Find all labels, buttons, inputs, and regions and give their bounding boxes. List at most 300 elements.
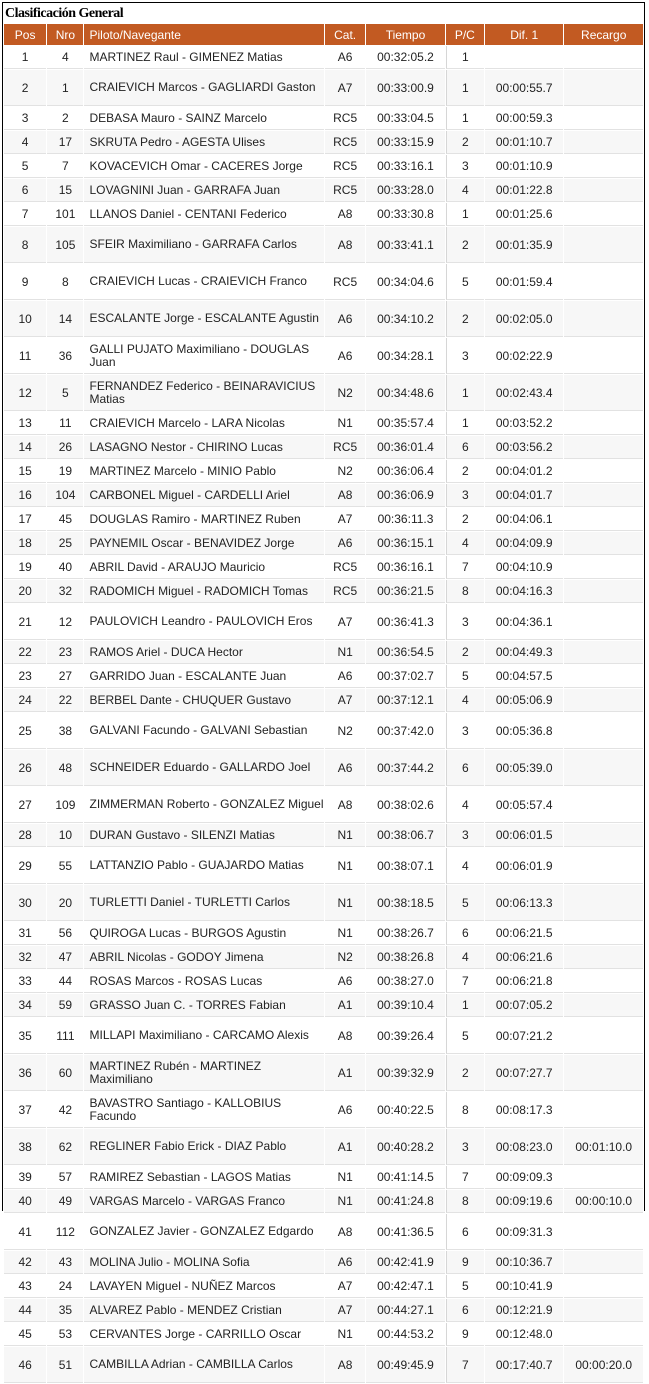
cell-dif1: 00:04:10.9 [485,556,563,579]
cell-cat: A6 [325,970,365,993]
cell-cat: A6 [325,1251,365,1274]
cell-dif1: 00:01:35.9 [485,227,563,263]
cell-pc: 1 [446,994,484,1017]
cell-pc: 1 [446,46,484,69]
cell-cat: A8 [325,227,365,263]
cell-nro: 49 [47,1190,83,1213]
table-row [4,689,643,712]
cell-recargo: 00:00:10.0 [564,1190,643,1213]
cell-pos: 46 [4,1347,46,1383]
cell-nro: 40 [47,556,83,579]
table-row [4,1323,643,1346]
cell-dif1: 00:04:16.3 [485,580,563,603]
cell-dif1: 00:03:52.2 [485,412,563,435]
cell-nro: 62 [47,1129,83,1165]
table-row [4,436,643,459]
table-row [4,412,643,435]
cell-tiempo: 00:34:48.6 [366,375,444,411]
cell-pc: 3 [446,484,484,507]
cell-tiempo: 00:41:24.8 [366,1190,444,1213]
cell-dif1: 00:10:41.9 [485,1275,563,1298]
cell-tiempo: 00:40:28.2 [366,1129,444,1165]
cell-tiempo: 00:44:27.1 [366,1299,444,1322]
cell-piloto-navegante: DOUGLAS Ramiro - MARTINEZ Ruben [84,508,324,531]
column-header-pc: P/C [446,24,484,45]
cell-cat: N2 [325,460,365,483]
table-row [4,1214,643,1250]
cell-piloto-navegante: GARRIDO Juan - ESCALANTE Juan [84,665,324,688]
cell-nro: 101 [47,203,83,226]
cell-dif1: 00:00:59.3 [485,107,563,130]
cell-pc: 1 [446,70,484,106]
table-row [4,604,643,640]
column-header-dif1: Dif. 1 [485,24,563,45]
cell-tiempo: 00:33:28.0 [366,179,444,202]
cell-dif1: 00:08:17.3 [485,1092,563,1128]
cell-dif1: 00:07:05.2 [485,994,563,1017]
cell-recargo [564,580,643,603]
cell-piloto-navegante: MILLAPI Maximiliano - CARCAMO Alexis [84,1018,324,1054]
cell-nro: 2 [47,107,83,130]
cell-cat: A8 [325,1347,365,1383]
table-row [4,155,643,178]
table-row [4,70,643,106]
cell-nro: 23 [47,641,83,664]
cell-dif1: 00:01:10.7 [485,131,563,154]
cell-pos: 30 [4,885,46,921]
cell-pos: 25 [4,713,46,749]
table-row [4,131,643,154]
cell-tiempo: 00:38:06.7 [366,824,444,847]
cell-tiempo: 00:38:27.0 [366,970,444,993]
cell-pc: 8 [446,580,484,603]
cell-dif1: 00:01:10.9 [485,155,563,178]
table-row [4,1190,643,1213]
cell-pos: 6 [4,179,46,202]
cell-nro: 4 [47,46,83,69]
cell-pc: 4 [446,179,484,202]
table-row [4,750,643,786]
cell-tiempo: 00:39:26.4 [366,1018,444,1054]
cell-dif1: 00:02:22.9 [485,338,563,374]
cell-tiempo: 00:36:21.5 [366,580,444,603]
cell-tiempo: 00:38:18.5 [366,885,444,921]
table-row [4,641,643,664]
cell-dif1: 00:05:57.4 [485,787,563,823]
cell-recargo [564,604,643,640]
cell-nro: 17 [47,131,83,154]
cell-pos: 41 [4,1214,46,1250]
cell-dif1: 00:04:09.9 [485,532,563,555]
table-row [4,107,643,130]
cell-tiempo: 00:36:15.1 [366,532,444,555]
cell-pos: 45 [4,1323,46,1346]
results-table [3,23,644,1384]
cell-pc: 3 [446,713,484,749]
cell-pc: 8 [446,1092,484,1128]
cell-cat: A6 [325,1092,365,1128]
cell-pc: 1 [446,375,484,411]
cell-pos: 15 [4,460,46,483]
cell-recargo [564,375,643,411]
cell-nro: 42 [47,1092,83,1128]
cell-nro: 48 [47,750,83,786]
cell-piloto-navegante: CERVANTES Jorge - CARRILLO Oscar [84,1323,324,1346]
cell-nro: 1 [47,70,83,106]
cell-tiempo: 00:33:00.9 [366,70,444,106]
table-row [4,338,643,374]
cell-tiempo: 00:39:10.4 [366,994,444,1017]
cell-nro: 12 [47,604,83,640]
cell-dif1: 00:05:06.9 [485,689,563,712]
cell-nro: 57 [47,1166,83,1189]
cell-nro: 53 [47,1323,83,1346]
cell-pos: 10 [4,301,46,337]
cell-piloto-navegante: RADOMICH Miguel - RADOMICH Tomas [84,580,324,603]
cell-pc: 7 [446,1166,484,1189]
cell-pc: 1 [446,107,484,130]
cell-tiempo: 00:35:57.4 [366,412,444,435]
cell-pos: 4 [4,131,46,154]
cell-recargo [564,264,643,300]
cell-pc: 5 [446,885,484,921]
table-row [4,713,643,749]
cell-pos: 38 [4,1129,46,1165]
cell-dif1: 00:06:21.5 [485,922,563,945]
table-row [4,1275,643,1298]
cell-tiempo: 00:37:12.1 [366,689,444,712]
cell-cat: A1 [325,1129,365,1165]
cell-cat: N2 [325,375,365,411]
cell-pc: 6 [446,922,484,945]
cell-recargo [564,412,643,435]
cell-nro: 60 [47,1055,83,1091]
cell-nro: 15 [47,179,83,202]
cell-tiempo: 00:36:06.9 [366,484,444,507]
table-row [4,970,643,993]
cell-pc: 2 [446,460,484,483]
cell-pc: 5 [446,1275,484,1298]
cell-dif1: 00:09:09.3 [485,1166,563,1189]
cell-nro: 35 [47,1299,83,1322]
cell-cat: N1 [325,1166,365,1189]
cell-piloto-navegante: ABRIL David - ARAUJO Mauricio [84,556,324,579]
cell-pc: 8 [446,1190,484,1213]
cell-tiempo: 00:34:10.2 [366,301,444,337]
table-row [4,848,643,884]
cell-pos: 32 [4,946,46,969]
cell-piloto-navegante: GONZALEZ Javier - GONZALEZ Edgardo [84,1214,324,1250]
cell-nro: 47 [47,946,83,969]
cell-pos: 40 [4,1190,46,1213]
cell-nro: 26 [47,436,83,459]
cell-recargo [564,1275,643,1298]
cell-dif1: 00:04:06.1 [485,508,563,531]
cell-pc: 2 [446,641,484,664]
cell-dif1: 00:17:40.7 [485,1347,563,1383]
cell-pc: 3 [446,1129,484,1165]
cell-cat: RC5 [325,436,365,459]
cell-dif1: 00:07:27.7 [485,1055,563,1091]
cell-tiempo: 00:33:15.9 [366,131,444,154]
cell-cat: A6 [325,665,365,688]
cell-tiempo: 00:34:04.6 [366,264,444,300]
table-header [4,24,643,45]
cell-cat: N1 [325,848,365,884]
cell-dif1: 00:06:13.3 [485,885,563,921]
cell-piloto-navegante: MARTINEZ Raul - GIMENEZ Matias [84,46,324,69]
cell-pc: 2 [446,301,484,337]
cell-tiempo: 00:36:01.4 [366,436,444,459]
table-row [4,460,643,483]
cell-nro: 43 [47,1251,83,1274]
cell-cat: A7 [325,1275,365,1298]
cell-piloto-navegante: GRASSO Juan C. - TORRES Fabian [84,994,324,1017]
cell-cat: A7 [325,689,365,712]
cell-pc: 6 [446,750,484,786]
cell-nro: 11 [47,412,83,435]
cell-pc: 4 [446,946,484,969]
cell-piloto-navegante: MARTINEZ Rubén - MARTINEZ Maximiliano [84,1055,324,1091]
cell-pos: 24 [4,689,46,712]
cell-pc: 3 [446,824,484,847]
table-row [4,484,643,507]
cell-recargo [564,1092,643,1128]
cell-piloto-navegante: PAULOVICH Leandro - PAULOVICH Eros [84,604,324,640]
cell-dif1: 00:01:25.6 [485,203,563,226]
cell-dif1: 00:04:36.1 [485,604,563,640]
cell-recargo [564,301,643,337]
cell-recargo [564,203,643,226]
cell-cat: N2 [325,946,365,969]
cell-pc: 7 [446,970,484,993]
cell-piloto-navegante: PAYNEMIL Oscar - BENAVIDEZ Jorge [84,532,324,555]
cell-pos: 7 [4,203,46,226]
cell-cat: A8 [325,1214,365,1250]
cell-nro: 36 [47,338,83,374]
cell-pos: 43 [4,1275,46,1298]
table-body [4,46,643,1383]
cell-nro: 44 [47,970,83,993]
column-header-recargo: Recargo [564,24,643,45]
cell-pos: 31 [4,922,46,945]
cell-recargo [564,1055,643,1091]
cell-piloto-navegante: LOVAGNINI Juan - GARRAFA Juan [84,179,324,202]
cell-recargo [564,922,643,945]
table-row [4,1055,643,1091]
table-row [4,580,643,603]
cell-pos: 44 [4,1299,46,1322]
cell-pc: 5 [446,264,484,300]
cell-cat: A6 [325,46,365,69]
cell-nro: 38 [47,713,83,749]
cell-pc: 5 [446,1018,484,1054]
cell-tiempo: 00:32:05.2 [366,46,444,69]
cell-cat: RC5 [325,580,365,603]
cell-piloto-navegante: LASAGNO Nestor - CHIRINO Lucas [84,436,324,459]
cell-cat: A7 [325,70,365,106]
cell-recargo [564,338,643,374]
cell-nro: 25 [47,532,83,555]
cell-recargo [564,689,643,712]
cell-cat: N1 [325,412,365,435]
cell-nro: 22 [47,689,83,712]
cell-pos: 14 [4,436,46,459]
cell-pos: 18 [4,532,46,555]
cell-pos: 13 [4,412,46,435]
cell-piloto-navegante: CRAIEVICH Marcelo - LARA Nicolas [84,412,324,435]
cell-dif1: 00:00:55.7 [485,70,563,106]
cell-piloto-navegante: REGLINER Fabio Erick - DIAZ Pablo [84,1129,324,1165]
cell-recargo [564,436,643,459]
table-row [4,1129,643,1165]
cell-tiempo: 00:33:41.1 [366,227,444,263]
cell-cat: RC5 [325,131,365,154]
cell-pos: 8 [4,227,46,263]
cell-nro: 59 [47,994,83,1017]
cell-recargo [564,1323,643,1346]
cell-cat: RC5 [325,264,365,300]
cell-nro: 111 [47,1018,83,1054]
cell-pos: 29 [4,848,46,884]
cell-dif1: 00:06:01.5 [485,824,563,847]
cell-dif1: 00:06:21.6 [485,946,563,969]
cell-pc: 2 [446,131,484,154]
cell-cat: A8 [325,203,365,226]
cell-cat: A7 [325,604,365,640]
cell-dif1 [485,46,563,69]
cell-piloto-navegante: CARBONEL Miguel - CARDELLI Ariel [84,484,324,507]
cell-pc: 1 [446,203,484,226]
cell-piloto-navegante: FERNANDEZ Federico - BEINARAVICIUS Matias [84,375,324,411]
cell-dif1: 00:05:36.8 [485,713,563,749]
cell-tiempo: 00:39:32.9 [366,1055,444,1091]
cell-piloto-navegante: TURLETTI Daniel - TURLETTI Carlos [84,885,324,921]
table-row [4,179,643,202]
table-row [4,301,643,337]
cell-dif1: 00:04:49.3 [485,641,563,664]
table-row [4,824,643,847]
cell-pc: 3 [446,338,484,374]
cell-cat: RC5 [325,179,365,202]
cell-dif1: 00:04:57.5 [485,665,563,688]
cell-recargo [564,848,643,884]
cell-tiempo: 00:37:02.7 [366,665,444,688]
cell-pos: 26 [4,750,46,786]
cell-recargo [564,787,643,823]
cell-pos: 17 [4,508,46,531]
cell-pos: 5 [4,155,46,178]
cell-pos: 19 [4,556,46,579]
cell-pc: 2 [446,227,484,263]
cell-pc: 6 [446,1299,484,1322]
cell-nro: 112 [47,1214,83,1250]
cell-pc: 7 [446,556,484,579]
cell-pos: 16 [4,484,46,507]
cell-nro: 19 [47,460,83,483]
cell-recargo [564,227,643,263]
cell-pos: 23 [4,665,46,688]
cell-dif1: 00:06:01.9 [485,848,563,884]
cell-nro: 27 [47,665,83,688]
cell-cat: A8 [325,787,365,823]
cell-tiempo: 00:42:41.9 [366,1251,444,1274]
column-header-piloto-navegante: Piloto/Navegante [84,24,324,45]
cell-cat: RC5 [325,107,365,130]
cell-tiempo: 00:38:02.6 [366,787,444,823]
table-row [4,227,643,263]
column-header-nro: Nro [47,24,83,45]
cell-pos: 36 [4,1055,46,1091]
cell-pos: 39 [4,1166,46,1189]
cell-piloto-navegante: RAMOS Ariel - DUCA Hector [84,641,324,664]
cell-pc: 4 [446,689,484,712]
cell-tiempo: 00:36:54.5 [366,641,444,664]
cell-recargo [564,713,643,749]
cell-dif1: 00:07:21.2 [485,1018,563,1054]
cell-pc: 9 [446,1251,484,1274]
table-row [4,1092,643,1128]
cell-pos: 1 [4,46,46,69]
cell-dif1: 00:01:59.4 [485,264,563,300]
column-header-cat: Cat. [325,24,365,45]
cell-nro: 32 [47,580,83,603]
cell-cat: A6 [325,532,365,555]
cell-pc: 4 [446,787,484,823]
cell-pc: 4 [446,848,484,884]
cell-piloto-navegante: BERBEL Dante - CHUQUER Gustavo [84,689,324,712]
cell-pos: 21 [4,604,46,640]
cell-nro: 104 [47,484,83,507]
cell-dif1: 00:10:36.7 [485,1251,563,1274]
cell-tiempo: 00:33:04.5 [366,107,444,130]
cell-pos: 34 [4,994,46,1017]
cell-dif1: 00:04:01.2 [485,460,563,483]
cell-cat: A6 [325,301,365,337]
table-row [4,1299,643,1322]
cell-pc: 6 [446,1214,484,1250]
table-row [4,1166,643,1189]
cell-cat: N1 [325,922,365,945]
cell-recargo [564,885,643,921]
cell-pos: 20 [4,580,46,603]
cell-piloto-navegante: DURAN Gustavo - SILENZI Matias [84,824,324,847]
cell-recargo [564,824,643,847]
cell-piloto-navegante: ROSAS Marcos - ROSAS Lucas [84,970,324,993]
cell-recargo [564,70,643,106]
cell-piloto-navegante: ZIMMERMAN Roberto - GONZALEZ Miguel [84,787,324,823]
cell-nro: 14 [47,301,83,337]
cell-nro: 55 [47,848,83,884]
cell-pc: 1 [446,412,484,435]
table-row [4,1251,643,1274]
cell-piloto-navegante: CRAIEVICH Marcos - GAGLIARDI Gaston [84,70,324,106]
cell-pc: 5 [446,665,484,688]
cell-tiempo: 00:41:36.5 [366,1214,444,1250]
cell-piloto-navegante: KOVACEVICH Omar - CACERES Jorge [84,155,324,178]
cell-cat: N1 [325,1190,365,1213]
cell-dif1: 00:02:05.0 [485,301,563,337]
cell-pos: 37 [4,1092,46,1128]
cell-dif1: 00:12:21.9 [485,1299,563,1322]
cell-cat: N2 [325,713,365,749]
table-row [4,556,643,579]
cell-cat: A1 [325,1055,365,1091]
cell-dif1: 00:06:21.8 [485,970,563,993]
cell-piloto-navegante: SCHNEIDER Eduardo - GALLARDO Joel [84,750,324,786]
cell-cat: A1 [325,994,365,1017]
cell-cat: N1 [325,885,365,921]
